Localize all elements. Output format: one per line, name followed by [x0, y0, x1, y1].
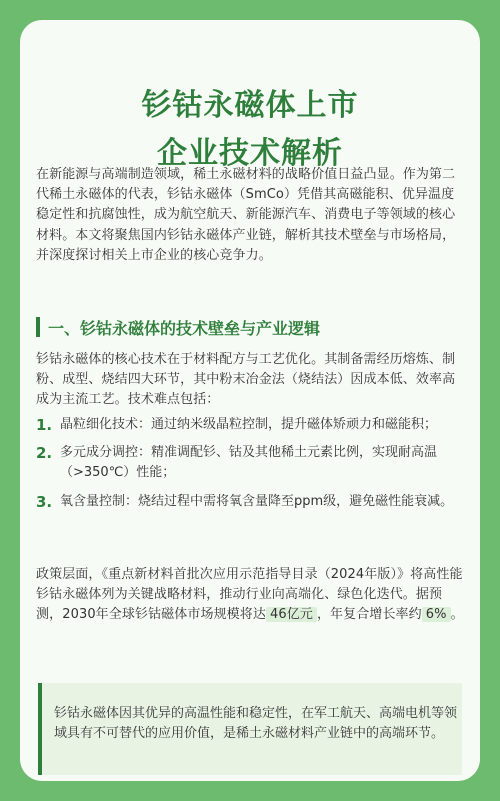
page-title-line2: 企业技术解析 — [157, 136, 343, 171]
list-item — [36, 492, 466, 512]
policy-text: 政策层面，《重点新材料首批次应用示范指导目录（2024年版）》将高性能钐钴永磁体列为关键战略材料，推动行业向高端化、绿色化迭代。据预测，2030年全球钐钴磁体市场规模将达 — [36, 567, 463, 623]
list-number: 1. — [36, 416, 53, 434]
section-heading — [36, 314, 466, 340]
difficulty-list — [36, 415, 466, 520]
list-number: 2. — [36, 444, 53, 463]
list-item-text: 氧含量控制：烧结过程中需将氧含量降至ppm级，避免磁性能衰减。 — [60, 493, 454, 509]
policy-text: 。 — [450, 607, 464, 623]
section-accent-bar — [36, 317, 40, 337]
policy-text: ，年复合增长率约 — [316, 607, 422, 623]
intro-paragraph: 在新能源与高端制造领域，稀土永磁材料的战略价值日益凸显。作为第二代稀土永磁体的代表，钐钴永磁体（SmCo）凭借其高磁能积、优异温度稳定性和抗腐蚀性，成为航空航天、新能源汽车、消费电子等领域的核心材料。本文将聚焦国内钐钴永磁体产业链，解析其技术壁垒与市场格局，并深度探讨相关上市企业的核心竞争力。 — [36, 167, 456, 263]
market-size-highlight: 46亿元 — [266, 607, 317, 622]
list-item-text: 多元成分调控：精准调配钐、钴及其他稀土元素比例，实现耐高温（>350℃）性能； — [60, 445, 438, 481]
cagr-highlight: 6% — [422, 607, 451, 622]
summary-callout — [38, 683, 462, 775]
list-item — [36, 415, 466, 435]
page-title-line1: 钐钴永磁体上市 — [141, 88, 359, 123]
article-card — [20, 20, 480, 781]
policy-paragraph — [36, 565, 466, 626]
section-title: 一、钐钴永磁体的技术壁垒与产业逻辑 — [48, 319, 321, 338]
callout-text: 钐钴永磁体因其优异的高温性能和稳定性，在军工航天、高端电机等领域具有不可替代的应用价值，是稀土永磁材料产业链中的高端环节。 — [54, 706, 458, 742]
list-item — [36, 443, 466, 483]
list-number: 3. — [36, 492, 53, 511]
core-tech-paragraph: 钐钴永磁体的核心技术在于材料配方与工艺优化。其制备需经历熔炼、制粉、成型、烧结四大环节，其中粉末冶金法（烧结法）因成本低、效率高成为主流工艺。技术难点包括： — [36, 352, 456, 408]
list-item-text: 晶粒细化技术：通过纳米级晶粒控制，提升磁体矫顽力和磁能积； — [60, 417, 438, 432]
